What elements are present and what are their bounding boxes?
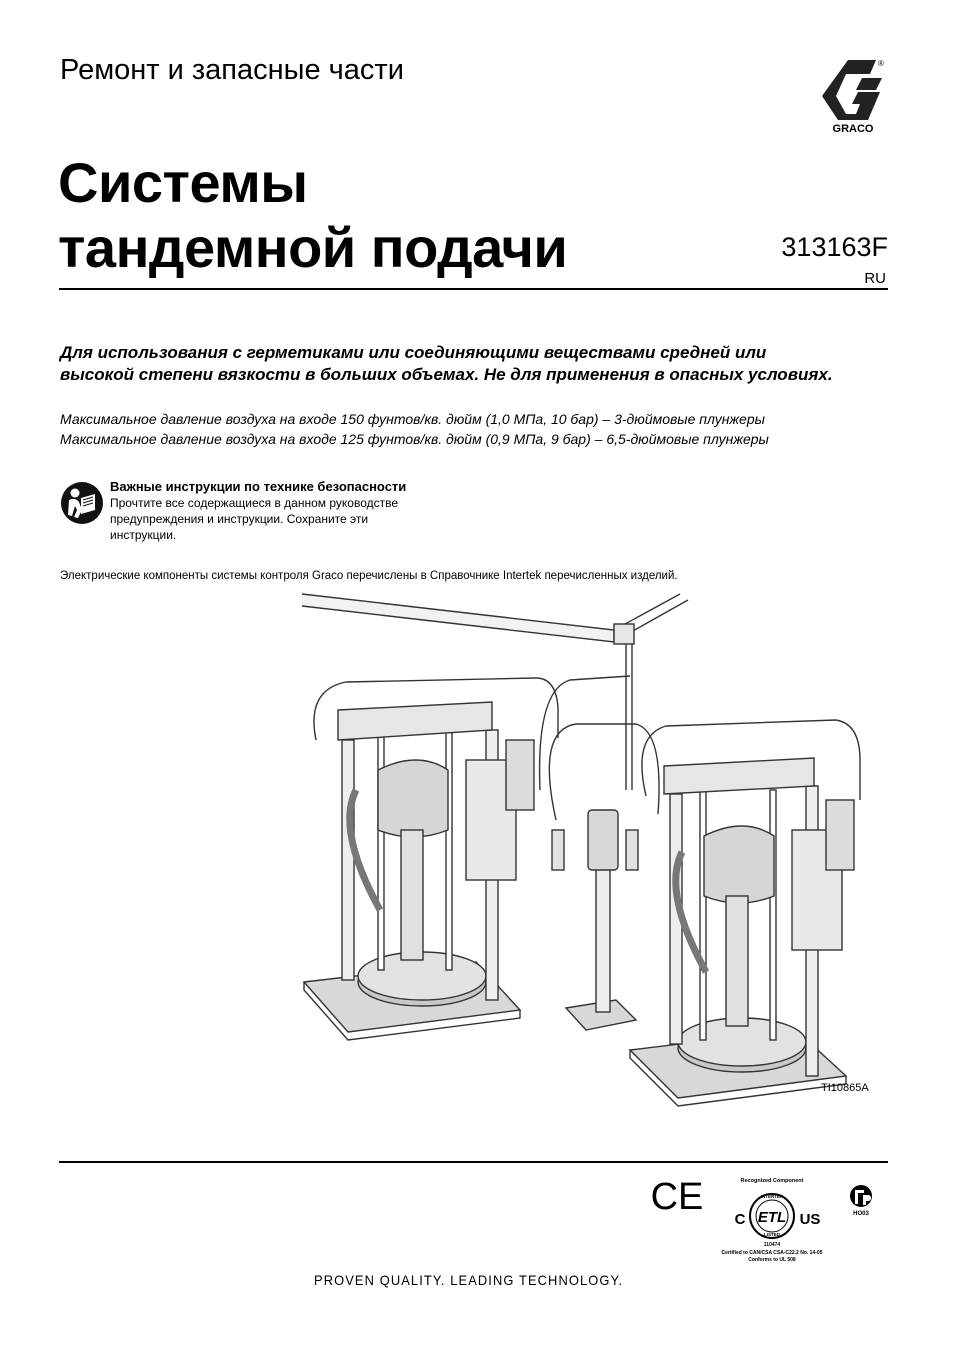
etl-intertek-text: INTERTEK bbox=[760, 1194, 784, 1199]
etl-c-text: C bbox=[734, 1211, 746, 1228]
intro-line-1: Для использования с герметиками или соединяющими веществами средней или bbox=[60, 343, 767, 362]
etl-cert-line-1: Certified to CAN/CSA CSA-C22.2 No. 14-05 bbox=[721, 1250, 823, 1256]
etl-listed-text: LISTED bbox=[763, 1232, 781, 1237]
figure-id: TI10865A bbox=[821, 1082, 869, 1094]
safety-title: Важные инструкции по технике безопасности bbox=[110, 479, 407, 494]
safety-line-3: инструкции. bbox=[110, 528, 177, 542]
footer-divider bbox=[59, 1161, 888, 1163]
gost-r-mark bbox=[848, 1183, 878, 1217]
title-line-2: тандемной подачи bbox=[58, 216, 568, 279]
document-number: 313163F bbox=[781, 232, 888, 262]
graco-logo-registered: ® bbox=[878, 59, 884, 68]
pressure-line-1: Максимальное давление воздуха на входе 150 фунтов/кв. дюйм (1,0 МПа, 10 бар) – 3-дюймовые плунжеры bbox=[60, 411, 765, 427]
pressure-line-2: Максимальное давление воздуха на входе 125 фунтов/кв. дюйм (0,9 МПа, 9 бар) – 6,5-дюймовые плунжеры bbox=[60, 431, 769, 447]
ce-mark bbox=[651, 1176, 703, 1214]
safety-line-1: Прочтите все содержащиеся в данном руководстве bbox=[110, 496, 399, 510]
document-language: RU bbox=[864, 270, 886, 287]
read-manual-icon bbox=[61, 482, 103, 524]
left-ram-unit bbox=[304, 678, 558, 1040]
manual-subtitle: Ремонт и запасные части bbox=[60, 54, 404, 86]
document-title bbox=[58, 150, 567, 280]
safety-line-2: предупреждения и инструкции. Сохраните эти bbox=[110, 512, 369, 526]
intro-statement bbox=[60, 342, 900, 386]
pressure-ratings bbox=[60, 409, 769, 449]
header-divider bbox=[59, 288, 888, 290]
ce-mark-text: CE bbox=[651, 1176, 703, 1214]
etl-number-text: 110474 bbox=[763, 1242, 781, 1248]
graco-logo-text: GRACO bbox=[832, 123, 874, 135]
safety-instructions bbox=[110, 478, 470, 543]
title-line-1: Системы bbox=[58, 151, 308, 214]
etl-us-text: US bbox=[799, 1211, 821, 1228]
footer-tagline: PROVEN QUALITY. LEADING TECHNOLOGY. bbox=[314, 1272, 624, 1288]
tandem-system-illustration bbox=[296, 590, 876, 1110]
graco-logo-mark bbox=[822, 60, 882, 120]
graco-logo bbox=[818, 56, 888, 136]
electrical-note: Электрические компоненты системы контроля Graco перечислены в Справочнике Intertek перечисленных изделий. bbox=[60, 570, 678, 582]
etl-cert-line-2: Conforms to UL 508 bbox=[748, 1257, 796, 1263]
etl-recognized-text: Recognized Component bbox=[740, 1178, 804, 1184]
gost-code-text: HO03 bbox=[853, 1211, 869, 1217]
intro-line-2: высокой степени вязкости в больших объемах. Не для применения в опасных условиях. bbox=[60, 365, 833, 384]
etl-listed-mark bbox=[714, 1174, 830, 1266]
right-ram-unit bbox=[630, 720, 860, 1106]
etl-mark-text: ETL bbox=[757, 1209, 787, 1226]
